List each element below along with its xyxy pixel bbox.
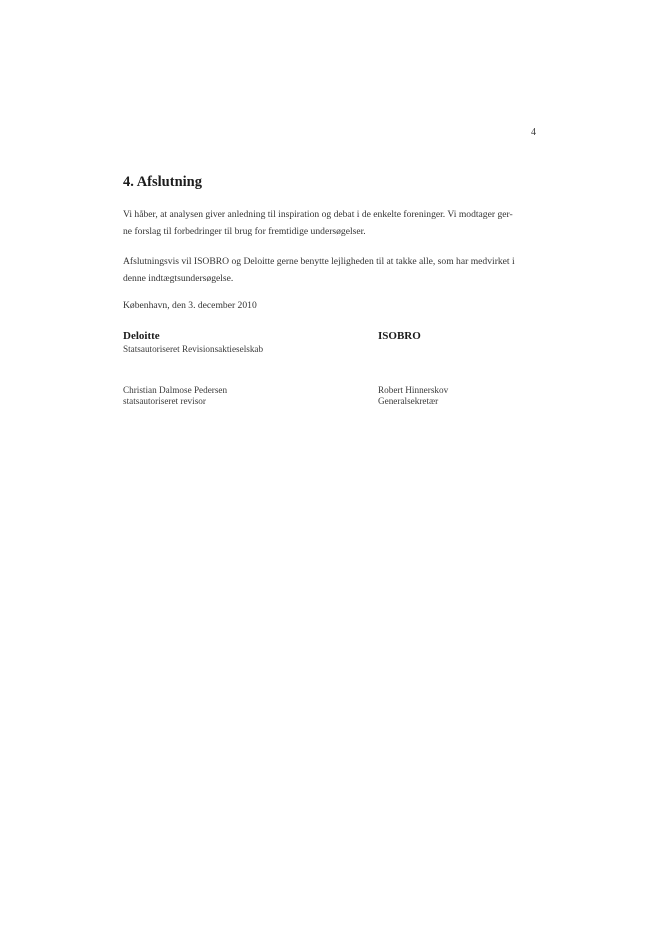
signature-org-deloitte	[123, 329, 343, 355]
organization-subtitle: Statsautoriseret Revisionsaktieselskab	[123, 344, 264, 354]
paragraph-line: denne indtægtsundersøgelse.	[123, 272, 234, 284]
signatory-isobro	[378, 385, 598, 407]
signatory-title: statsautoriseret revisor	[123, 396, 206, 406]
organization-name: Deloitte	[123, 330, 160, 342]
paragraph-thanks	[123, 254, 543, 287]
place-date	[123, 298, 543, 315]
section-heading: 4. Afslutning	[123, 174, 202, 190]
signatory-title: Generalsekretær	[378, 396, 439, 406]
organization-name: ISOBRO	[378, 330, 421, 342]
signatory-name: Robert Hinnerskov	[378, 385, 449, 395]
paragraph-line: Vi håber, at analysen giver anledning til inspiration og debat i de enkelte foreninger. Vi modtager ger-	[123, 209, 513, 220]
page-number: 4	[531, 127, 536, 138]
paragraph-line: ne forslag til forbedringer til brug for fremtidige undersøgelser.	[123, 225, 366, 237]
signatory-name: Christian Dalmose Pedersen	[123, 385, 228, 395]
place-date-line: København, den 3. december 2010	[123, 300, 257, 311]
signature-org-isobro	[378, 329, 598, 343]
paragraph-line: Afslutningsvis vil ISOBRO og Deloitte gerne benytte lejligheden til at takke alle, som har medvirket i	[123, 256, 515, 267]
paragraph-intro	[123, 207, 543, 240]
signatory-deloitte	[123, 385, 343, 407]
